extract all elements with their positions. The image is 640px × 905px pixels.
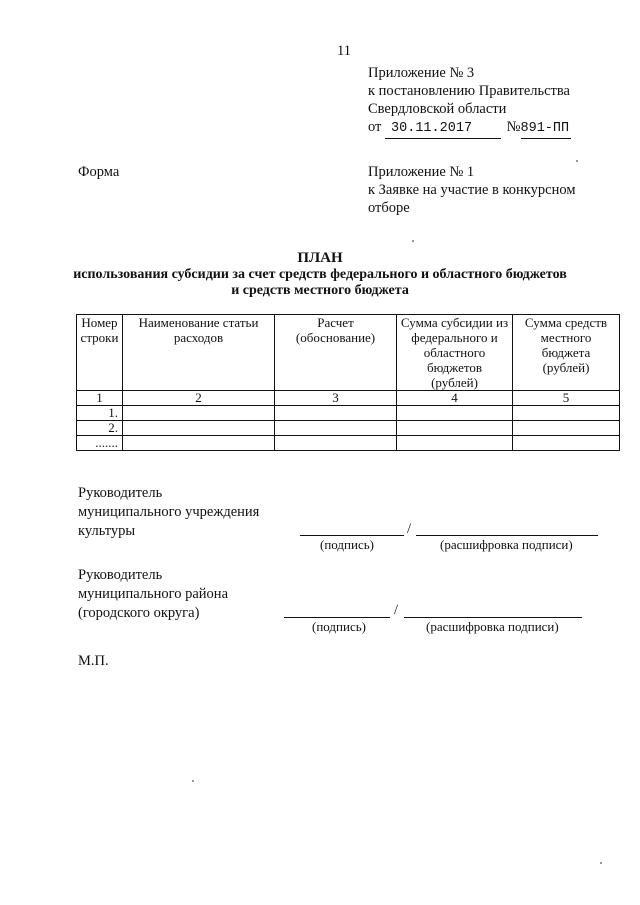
header-calculation — [275, 315, 397, 391]
table-row — [77, 406, 620, 421]
page-number: 11 — [337, 43, 351, 59]
row-number: 1. — [77, 406, 123, 421]
table-cell — [397, 406, 513, 421]
appendix-line-1: Приложение № 3 — [368, 65, 475, 81]
signer2-line-2: муниципального района — [78, 586, 228, 602]
table-cell — [275, 436, 397, 451]
header-row-number — [77, 315, 123, 391]
header-line: местного бюджета — [540, 330, 592, 360]
appendix2-line-2: к Заявке на участие в конкурсном — [368, 182, 576, 198]
table-cell — [513, 406, 620, 421]
signature2-decode-caption: (расшифровка подписи) — [426, 619, 559, 634]
table-cell — [123, 436, 275, 451]
title-main: ПЛАН — [297, 250, 343, 266]
table-cell — [275, 406, 397, 421]
header-line: Номер — [81, 315, 118, 330]
table-cell — [275, 421, 397, 436]
column-number: 4 — [397, 391, 513, 406]
header-local-budget-amount — [513, 315, 620, 391]
table-cell — [397, 421, 513, 436]
signature2-sign-line — [284, 617, 390, 618]
title-line-3: и средств местного бюджета — [231, 283, 409, 298]
row-number: ....... — [77, 436, 123, 451]
signature2-decode-line — [404, 617, 582, 618]
column-number-row — [77, 391, 620, 406]
signer1-line-1: Руководитель — [78, 485, 163, 501]
row-number: 2. — [77, 421, 123, 436]
appendix-date-line — [368, 118, 571, 136]
appendix-line-2: к постановлению Правительства — [368, 83, 570, 99]
header-line: расходов — [173, 330, 224, 345]
scan-speck — [192, 780, 194, 782]
scan-speck — [412, 240, 414, 242]
header-line: (рублей) — [431, 375, 478, 390]
signature1-sign-line — [300, 535, 404, 536]
header-line: Сумма средств — [524, 315, 608, 330]
header-line: бюджетов — [426, 360, 482, 375]
scan-speck — [600, 862, 602, 864]
table-cell — [513, 436, 620, 451]
number-prefix: № — [506, 119, 521, 135]
header-line: строки — [80, 330, 119, 345]
signature1-decode-line — [416, 535, 598, 536]
table-row — [77, 421, 620, 436]
header-subsidy-amount — [397, 315, 513, 391]
column-number: 1 — [77, 391, 123, 406]
appendix-line-3: Свердловской области — [368, 101, 507, 117]
signer1-title — [78, 484, 259, 541]
header-line: (обоснование) — [295, 330, 376, 345]
header-line: Наименование статьи — [138, 315, 259, 330]
signer1-line-3: культуры — [78, 523, 136, 539]
appendix2-header — [368, 163, 576, 217]
header-line: федерального и — [411, 330, 498, 345]
form-label: Форма — [78, 164, 120, 180]
document-title — [60, 250, 580, 299]
signature1-sign-caption: (подпись) — [320, 537, 374, 552]
signer2-title — [78, 566, 228, 623]
header-line: Сумма субсидии из — [400, 315, 509, 330]
header-line: (рублей) — [542, 360, 590, 375]
appendix2-line-3: отборе — [368, 200, 410, 216]
plan-table — [76, 314, 620, 451]
table-cell — [123, 406, 275, 421]
column-number: 3 — [275, 391, 397, 406]
table-cell — [123, 421, 275, 436]
header-line: областного — [423, 345, 486, 360]
stamp-label: М.П. — [78, 653, 109, 669]
number-value: 891-ПП — [521, 120, 571, 139]
signature2-separator: / — [394, 602, 399, 618]
date-prefix: от — [368, 119, 382, 135]
signer2-line-1: Руководитель — [78, 567, 163, 583]
table-cell — [513, 421, 620, 436]
title-line-2: использования субсидии за счет средств федерального и областного бюджетов — [73, 267, 567, 282]
signature1-decode-caption: (расшифровка подписи) — [440, 537, 573, 552]
scan-speck — [576, 160, 578, 162]
signature2-sign-caption: (подпись) — [312, 619, 366, 634]
appendix-header — [368, 64, 571, 136]
column-number: 2 — [123, 391, 275, 406]
header-line: Расчет — [317, 315, 354, 330]
column-number: 5 — [513, 391, 620, 406]
signer1-line-2: муниципального учреждения — [78, 504, 260, 520]
table-cell — [397, 436, 513, 451]
signer2-line-3: (городского округа) — [78, 605, 200, 621]
date-value: 30.11.2017 — [385, 120, 501, 139]
header-expense-item — [123, 315, 275, 391]
table-header-row — [77, 315, 620, 391]
table-row — [77, 436, 620, 451]
signature1-separator: / — [407, 521, 412, 537]
appendix2-line-1: Приложение № 1 — [368, 164, 475, 180]
